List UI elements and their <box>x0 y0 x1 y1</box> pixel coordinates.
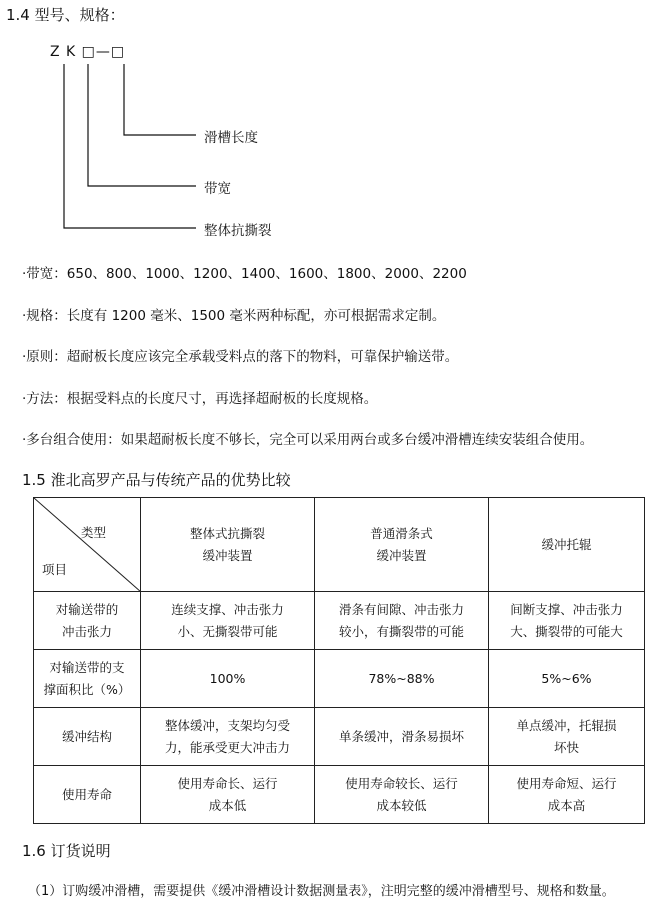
column-header <box>315 498 489 592</box>
cell-line: 成本低 <box>208 797 247 813</box>
spec-belt-width: ·带宽：650、800、1000、1200、1400、1600、1800、2000、2200 <box>22 266 467 282</box>
cell-line: 连续支撑、冲击张力 <box>171 601 284 617</box>
table-row <box>34 708 645 766</box>
row-label-line: 冲击张力 <box>61 623 112 639</box>
cell-line: 5%~6% <box>541 670 592 686</box>
column-header-line: 缓冲装置 <box>202 547 253 563</box>
corner-label-type: 类型 <box>80 525 106 540</box>
cell-line: 使用寿命较长、运行 <box>345 775 458 791</box>
diagram-label-width: 带宽 <box>204 181 231 197</box>
row-label-line: 对输送带的支 <box>49 659 125 675</box>
order-note-1: （1）订购缓冲滑槽，需要提供《缓冲滑槽设计数据测量表》，注明完整的缓冲滑槽型号、规格和数量。 <box>28 884 615 899</box>
comparison-table <box>33 497 645 824</box>
corner-label-item: 项目 <box>42 562 68 577</box>
cell-line: 力，能承受更大冲击力 <box>164 739 290 755</box>
table-cell <box>489 766 645 824</box>
column-header-line: 缓冲托辊 <box>541 536 592 552</box>
section-heading-1-6: 1.6 订货说明 <box>22 842 111 860</box>
row-label-line: 对输送带的 <box>55 601 119 617</box>
spec-method: ·方法：根据受料点的长度尺寸，再选择超耐板的长度规格。 <box>22 391 378 407</box>
table-corner-cell <box>34 498 141 592</box>
table-cell <box>315 766 489 824</box>
cell-line: 整体缓冲，支架均匀受 <box>164 717 290 733</box>
cell-line: 较小，有撕裂带的可能 <box>338 623 464 639</box>
table-row <box>34 650 645 708</box>
table-cell <box>315 708 489 766</box>
column-header <box>489 498 645 592</box>
row-label <box>34 650 141 708</box>
cell-line: 单点缓冲，托辊损 <box>516 717 617 733</box>
cell-line: 小、无撕裂带可能 <box>177 623 278 639</box>
table-cell <box>141 708 315 766</box>
cell-line: 使用寿命长、运行 <box>177 775 278 791</box>
diagram-line-width <box>88 64 196 186</box>
column-header <box>141 498 315 592</box>
diagram-line-tear <box>64 64 196 228</box>
table-cell <box>141 650 315 708</box>
column-header-line: 整体式抗撕裂 <box>189 525 265 541</box>
model-code: Z K □—□ <box>50 44 126 60</box>
cell-line: 大、撕裂带的可能大 <box>510 623 623 639</box>
table-row <box>34 766 645 824</box>
column-header-line: 普通滑条式 <box>370 525 433 541</box>
cell-line: 78%~88% <box>368 670 435 686</box>
diagram-label-tear: 整体抗撕裂 <box>204 223 272 239</box>
table-cell <box>315 650 489 708</box>
column-header-line: 缓冲装置 <box>376 547 427 563</box>
row-label-line: 使用寿命 <box>61 786 112 802</box>
cell-line: 单条缓冲，滑条易损坏 <box>338 728 464 744</box>
cell-line: 使用寿命短、运行 <box>516 775 617 791</box>
row-label <box>34 708 141 766</box>
model-code-diagram <box>0 0 670 260</box>
spec-length: ·规格：长度有 1200 毫米、1500 毫米两种标配，亦可根据需求定制。 <box>22 308 446 324</box>
spec-principle: ·原则：超耐板长度应该完全承载受料点的落下的物料，可靠保护输送带。 <box>22 349 459 365</box>
spec-combination: ·多台组合使用：如果超耐板长度不够长，完全可以采用两台或多台缓冲滑槽连续安装组合使用。 <box>22 432 594 448</box>
cell-line: 成本高 <box>547 797 586 813</box>
cell-line: 成本较低 <box>376 797 427 813</box>
cell-line: 间断支撑、冲击张力 <box>510 601 623 617</box>
diagram-line-length <box>124 64 196 135</box>
table-cell <box>489 708 645 766</box>
section-heading-1-5: 1.5 淮北高罗产品与传统产品的优势比较 <box>22 471 291 489</box>
row-label-line: 撑面积比（%） <box>43 681 131 697</box>
section-heading-1-4: 1.4 型号、规格： <box>6 6 125 24</box>
cell-line: 100% <box>209 670 246 686</box>
table-cell <box>489 592 645 650</box>
cell-line: 滑条有间隙、冲击张力 <box>338 601 464 617</box>
table-cell <box>141 766 315 824</box>
table-cell <box>315 592 489 650</box>
table-cell <box>141 592 315 650</box>
table-cell <box>489 650 645 708</box>
diagram-label-length: 滑槽长度 <box>204 130 258 146</box>
cell-line: 坏快 <box>553 739 579 755</box>
row-label <box>34 592 141 650</box>
row-label-line: 缓冲结构 <box>61 728 112 744</box>
row-label <box>34 766 141 824</box>
table-header-row <box>34 498 645 592</box>
table-row <box>34 592 645 650</box>
